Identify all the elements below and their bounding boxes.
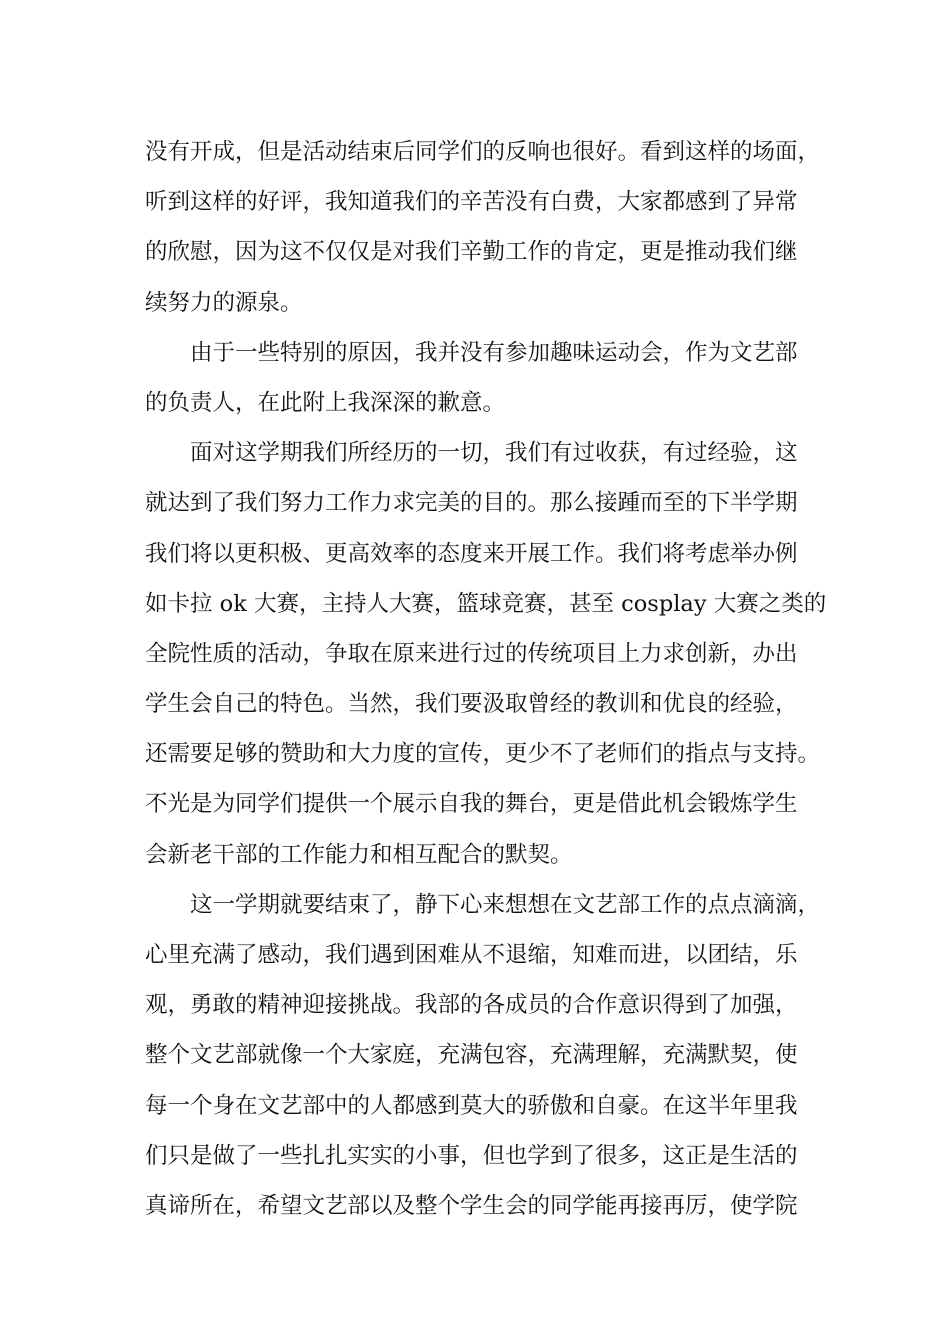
paragraph-first-line: 面对这学期我们所经历的一切，我们有过收获，有过经验，这 — [190, 440, 798, 467]
text-line: 学生会自己的特色。当然，我们要汲取曾经的教训和优良的经验， — [145, 691, 798, 718]
paragraph-first-line: 由于一些特别的原因，我并没有参加趣味运动会，作为文艺部 — [190, 339, 798, 366]
text-line: 我们将以更积极、更高效率的态度来开展工作。我们将考虑举办例 — [145, 540, 798, 567]
text-line: 每一个身在文艺部中的人都感到莫大的骄傲和自豪。在这半年里我 — [145, 1092, 798, 1119]
text-line: 观，勇敢的精神迎接挑战。我部的各成员的合作意识得到了加强， — [145, 992, 798, 1019]
text-line: 的负责人，在此附上我深深的歉意。 — [145, 389, 506, 416]
text-line: 真谛所在，希望文艺部以及整个学生会的同学能再接再厉，使学院 — [145, 1192, 798, 1219]
text-line: 如卡拉 ok 大赛，主持人大赛，篮球竞赛，甚至 cosplay 大赛之类的 — [145, 590, 827, 617]
text-line: 听到这样的好评，我知道我们的辛苦没有白费，大家都感到了异常 — [145, 189, 798, 216]
text-line: 们只是做了一些扎扎实实的小事，但也学到了很多，这正是生活的 — [145, 1142, 798, 1169]
text-line: 不光是为同学们提供一个展示自我的舞台，更是借此机会锻炼学生 — [145, 791, 798, 818]
text-line: 没有开成，但是活动结束后同学们的反响也很好。看到这样的场面， — [145, 139, 821, 165]
text-line: 全院性质的活动，争取在原来进行过的传统项目上力求创新，办出 — [145, 640, 798, 667]
text-line: 会新老干部的工作能力和相互配合的默契。 — [145, 841, 573, 868]
text-line: 整个文艺部就像一个大家庭，充满包容，充满理解，充满默契，使 — [145, 1042, 798, 1069]
paragraph-first-line: 这一学期就要结束了，静下心来想想在文艺部工作的点点滴滴， — [190, 891, 821, 918]
text-line: 还需要足够的赞助和大力度的宣传，更少不了老师们的指点与支持。 — [145, 741, 821, 768]
text-line: 心里充满了感动，我们遇到困难从不退缩，知难而进，以团结，乐 — [145, 942, 798, 968]
document-body — [145, 127, 827, 1231]
text-line: 的欣慰，因为这不仅仅是对我们辛勤工作的肯定，更是推动我们继 — [145, 239, 798, 266]
text-line: 就达到了我们努力工作力求完美的目的。那么接踵而至的下半学期 — [145, 490, 798, 517]
text-line: 续努力的源泉。 — [145, 289, 303, 316]
